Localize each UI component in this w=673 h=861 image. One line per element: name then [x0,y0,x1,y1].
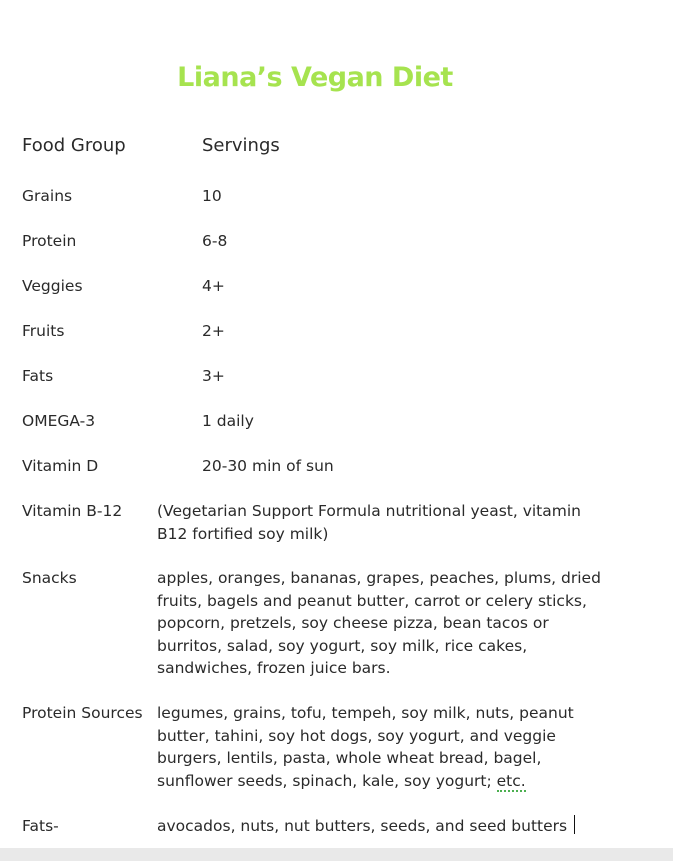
text-cursor [574,815,575,834]
row-label-vitamin-d: Vitamin D [22,457,99,475]
row-value-veggies: 4+ [202,277,225,295]
fats-sources-paragraph [157,815,637,838]
row-label-grains: Grains [22,187,73,205]
row-value-fruits: 2+ [202,322,225,340]
row-value-grains: 10 [202,187,222,205]
row-label-veggies: Veggies [22,277,83,295]
protein-sources-paragraph [157,702,587,792]
vitamin-b12-label: Vitamin B-12 [22,502,123,520]
page-bottom-edge [0,848,673,861]
protein-sources-text: legumes, grains, tofu, tempeh, soy milk, nuts, peanut butter, tahini, soy hot dogs, soy yogurt, and veggie burgers, lentils, pasta, whole wheat bread, bagel, sunflower seeds, spinach, kale, soy yogurt; [157,704,574,790]
snacks-label: Snacks [22,569,77,587]
row-label-protein: Protein [22,232,77,250]
row-value-omega3: 1 daily [202,412,254,430]
row-label-fruits: Fruits [22,322,65,340]
row-value-vitamin-d: 20-30 min of sun [202,457,334,475]
header-food-group: Food Group [22,135,126,156]
snacks-text: apples, oranges, bananas, grapes, peaches, plums, dried fruits, bagels and peanut butter, carrot or celery sticks, popcorn, pretzels, soy cheese pizza, bean tacos or burritos, salad, soy yogurt, soy milk, rice cakes, sandwiches, frozen juice bars. [157,569,601,677]
row-value-protein: 6-8 [202,232,228,250]
fats-sources-text: avocados, nuts, nut butters, seeds, and seed butters [157,817,568,835]
vitamin-b12-text: (Vegetarian Support Formula nutritional yeast, vitamin B12 fortified soy milk) [157,502,581,543]
document-title: Liana’s Vegan Diet [177,62,453,93]
fats-sources-label: Fats- [22,817,59,835]
spellcheck-flagged-word[interactable]: etc. [496,771,526,790]
row-label-fats: Fats [22,367,54,385]
row-label-omega3: OMEGA-3 [22,412,96,430]
header-servings: Servings [202,135,280,156]
protein-sources-label: Protein Sources [22,704,143,722]
row-value-fats: 3+ [202,367,225,385]
